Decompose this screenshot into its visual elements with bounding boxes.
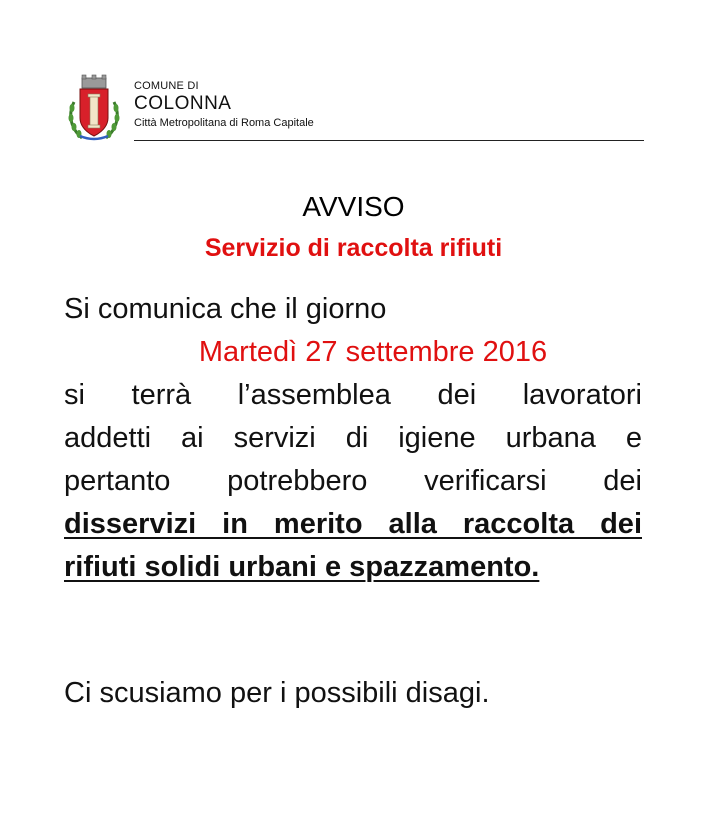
town-name: COLONNA xyxy=(134,93,232,114)
body-line-intro: Si comunica che il giorno xyxy=(64,293,387,325)
body-line-emphasis: disservizi in merito alla raccolta dei xyxy=(64,508,642,540)
letterhead-divider xyxy=(134,140,644,141)
metropolitan-city-label: Città Metropolitana di Roma Capitale xyxy=(134,117,314,129)
body-line: pertanto potrebbero verificarsi dei xyxy=(64,465,642,497)
notice-body xyxy=(64,288,642,589)
letterhead-text xyxy=(134,80,644,130)
town-crest-icon xyxy=(66,72,122,144)
closing-apology: Ci scusiamo per i possibili disagi. xyxy=(64,677,490,709)
body-line: si terrà l’assemblea dei lavoratori xyxy=(64,379,642,411)
notice-title: AVVISO xyxy=(302,191,405,222)
notice-subtitle: Servizio di raccolta rifiuti xyxy=(204,234,503,262)
event-date: Martedì 27 settembre 2016 xyxy=(198,336,548,368)
body-line-emphasis: rifiuti solidi urbani e spazzamento. xyxy=(64,551,540,583)
body-line: addetti ai servizi di igiene urbana e xyxy=(64,422,642,454)
letterhead xyxy=(66,72,644,144)
comune-di-label: COMUNE DI xyxy=(134,80,199,92)
